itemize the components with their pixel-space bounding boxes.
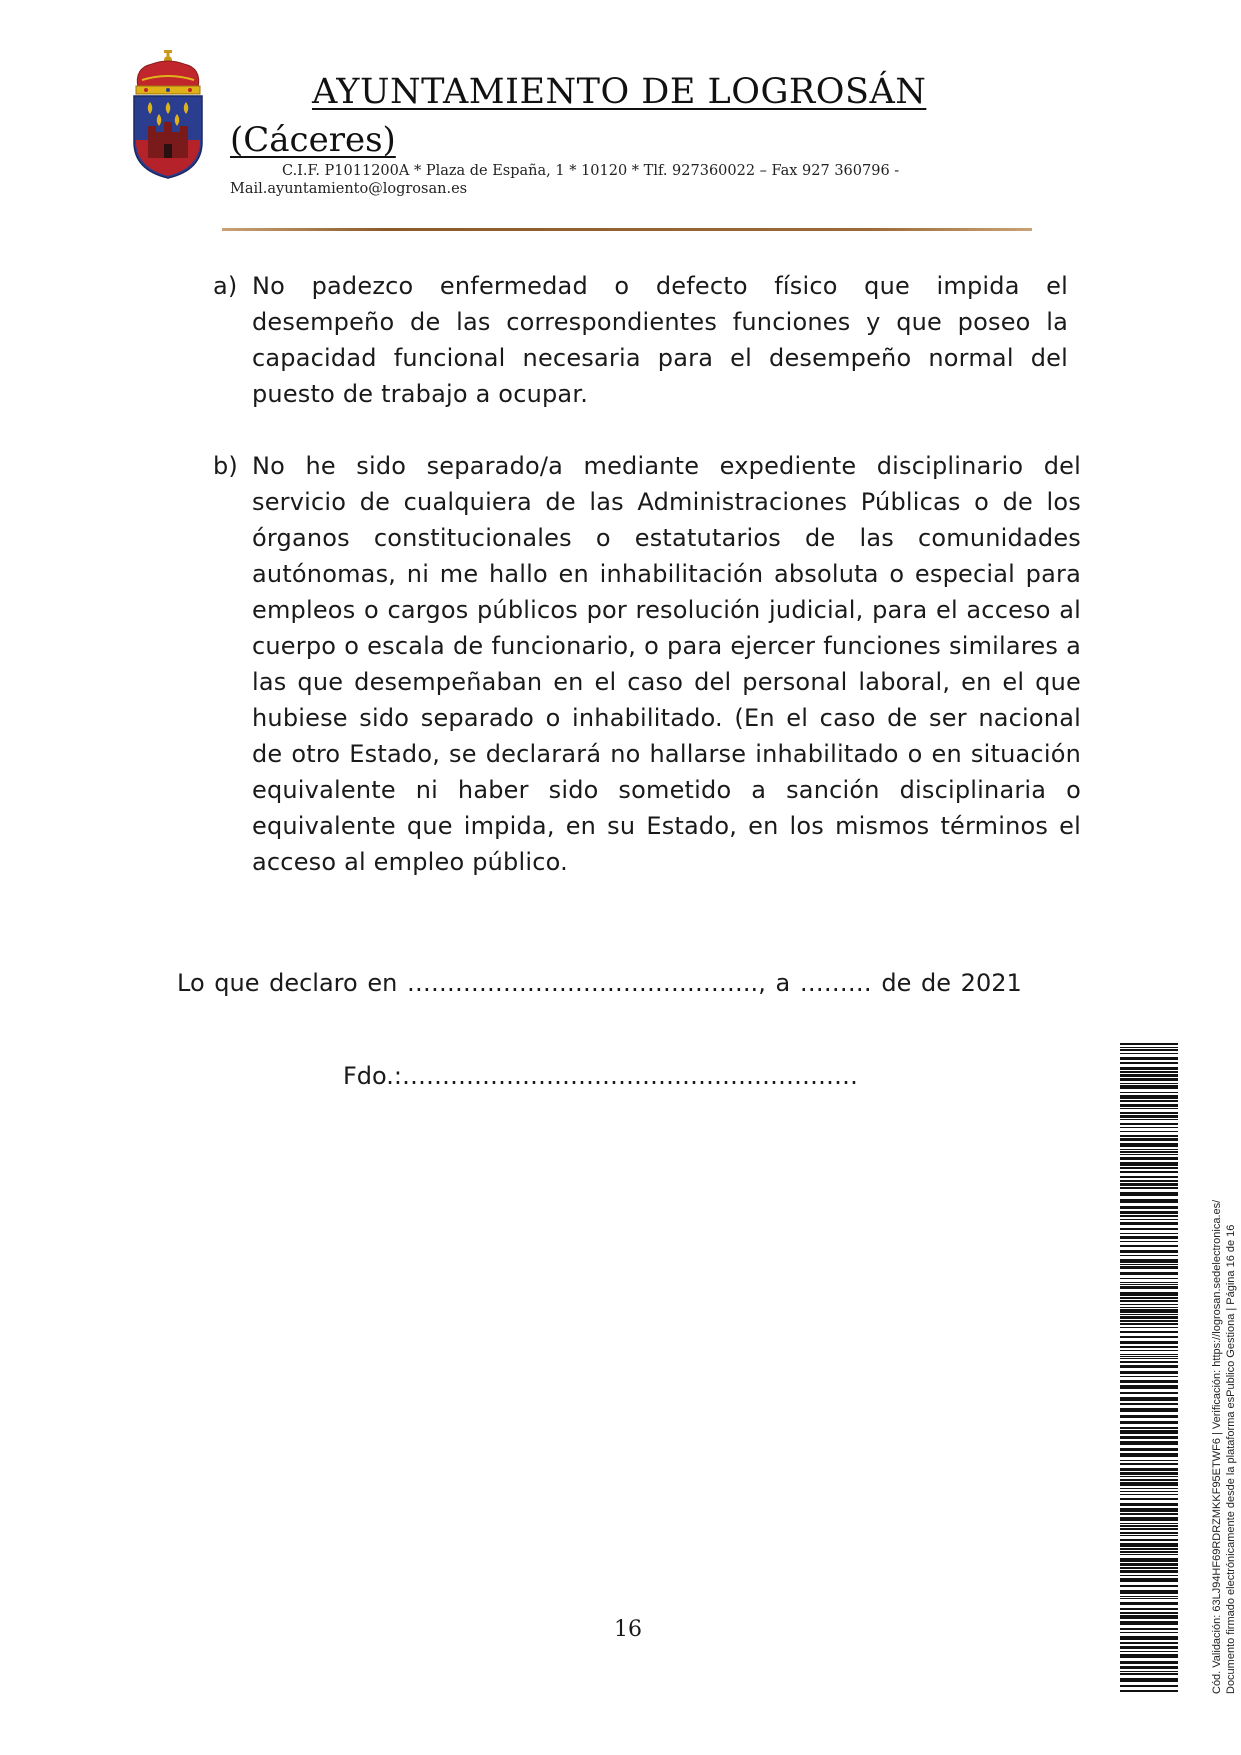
barcode-bar xyxy=(1120,1476,1178,1477)
header-contact: C.I.F. P1011200A * Plaza de España, 1 * 10120 * Tlf. 927360022 – Fax 927 360796 - xyxy=(282,163,900,179)
barcode-bar xyxy=(1120,1222,1178,1225)
barcode-bar xyxy=(1120,1192,1178,1196)
barcode-bar xyxy=(1120,1421,1178,1424)
barcode-bar xyxy=(1120,1327,1178,1328)
barcode-bar xyxy=(1120,1043,1178,1045)
barcode-bar xyxy=(1120,1074,1178,1077)
barcode-bar xyxy=(1120,1361,1178,1363)
barcode-bar xyxy=(1120,1636,1178,1640)
barcode-bar xyxy=(1120,1206,1178,1209)
barcode-bar xyxy=(1120,1615,1178,1619)
barcode-bar xyxy=(1120,1187,1178,1189)
barcode-bar xyxy=(1120,1241,1178,1242)
barcode-bar xyxy=(1120,1661,1178,1664)
barcode-bar xyxy=(1120,1479,1178,1481)
barcode-bar xyxy=(1120,1180,1178,1182)
barcode-bar xyxy=(1120,1551,1178,1553)
barcode-bar xyxy=(1120,1598,1178,1599)
barcode-bar xyxy=(1120,1171,1178,1173)
barcode-bar xyxy=(1120,1513,1178,1515)
barcode-bar xyxy=(1120,1057,1178,1060)
barcode-bar xyxy=(1120,1448,1178,1451)
declaration-item-a xyxy=(213,268,1068,412)
barcode-bar xyxy=(1120,1403,1178,1405)
barcode-bar xyxy=(1120,1642,1178,1644)
verification-line-2: Documento firmado electrónicamente desde la plataforma esPublico Gestiona | Página 16 de 16 xyxy=(1225,1224,1237,1694)
barcode-bar xyxy=(1120,1491,1178,1492)
barcode-bar xyxy=(1120,1585,1178,1587)
barcode-bar xyxy=(1120,1460,1178,1461)
barcode-bar xyxy=(1120,1596,1178,1597)
barcode-bar xyxy=(1120,1543,1178,1547)
barcode-bar xyxy=(1120,1151,1178,1153)
barcode-bar xyxy=(1120,1233,1178,1234)
barcode-bar xyxy=(1120,1278,1178,1279)
barcode-bar xyxy=(1120,1570,1178,1573)
barcode-bar xyxy=(1120,1578,1178,1582)
barcode-bar xyxy=(1120,1430,1178,1434)
barcode-bar xyxy=(1120,1503,1178,1506)
barcode-bar xyxy=(1120,1678,1178,1682)
barcode-bar xyxy=(1120,1131,1178,1132)
barcode-bar xyxy=(1120,1309,1178,1313)
barcode-bar xyxy=(1120,1358,1178,1359)
barcode-bar xyxy=(1120,1567,1178,1569)
barcode-bar xyxy=(1120,1673,1178,1675)
barcode-bar xyxy=(1120,1539,1178,1541)
barcode-bar xyxy=(1120,1162,1178,1166)
barcode-bar xyxy=(1120,1488,1178,1489)
barcode-bar xyxy=(1120,1365,1178,1368)
barcode-bar xyxy=(1120,1532,1178,1534)
barcode-bar xyxy=(1120,1498,1178,1500)
barcode-bar xyxy=(1120,1215,1178,1217)
barcode-bar xyxy=(1120,1300,1178,1302)
barcode-bar xyxy=(1120,1095,1178,1099)
barcode-bar xyxy=(1120,1250,1178,1253)
barcode-bar xyxy=(1120,1563,1178,1566)
barcode-bar xyxy=(1120,1376,1178,1377)
item-label: b) xyxy=(213,452,238,480)
barcode-bar xyxy=(1120,1408,1178,1412)
barcode-bar xyxy=(1120,1397,1178,1401)
barcode-bar xyxy=(1120,1286,1178,1289)
barcode-bar xyxy=(1120,1612,1178,1614)
barcode-bar xyxy=(1120,1255,1178,1256)
barcode-bar xyxy=(1120,1517,1178,1521)
barcode-bar xyxy=(1120,1053,1178,1054)
verification-text xyxy=(1210,1044,1238,1694)
barcode-bar xyxy=(1120,1115,1178,1118)
header-title: AYUNTAMIENTO DE LOGROSÁN xyxy=(312,72,927,112)
barcode-bar xyxy=(1120,1508,1178,1512)
barcode-bar xyxy=(1120,1049,1178,1051)
item-text: No he sido separado/a mediante expediente disciplinario del servicio de cualquiera de las Administraciones Públicas o de los órganos constitucionales o estatutarios de las comunidades autónomas, ni me hallo en inhabilitación absoluta o especial para empleos o cargos públicos por resolución judicial, para el acceso al cuerpo o escala de funcionario, o para ejercer funciones similares a las que desempeñaban en el caso del personal laboral, en el que hubiese sido separado o inhabilitado. (En el caso de ser nacional de otro Estado, se declarará no hallarse inhabilitado o en situación equivalente ni haber sido sometido a sanción disciplinaria o equivalente que impida, en su Estado, en los mismos términos el acceso al empleo público. xyxy=(252,452,1081,876)
barcode-bar xyxy=(1120,1651,1178,1652)
barcode-bar xyxy=(1120,1307,1178,1308)
barcode-bar xyxy=(1120,1138,1178,1141)
barcode-bar xyxy=(1120,1264,1178,1265)
barcode-bar xyxy=(1120,1320,1178,1322)
barcode-bar xyxy=(1120,1427,1178,1429)
coat-of-arms-icon xyxy=(130,50,206,180)
item-text: No padezco enfermedad o defecto físico que impida el desempeño de las correspondientes funciones y que poseo la capacidad funcional necesaria para el desempeño normal del puesto de trabajo a ocupar. xyxy=(252,272,1068,408)
barcode-bar xyxy=(1120,1119,1178,1120)
barcode-bar xyxy=(1120,1259,1178,1263)
barcode-bar xyxy=(1120,1104,1178,1107)
barcode-bar xyxy=(1120,1380,1178,1383)
barcode-icon xyxy=(1120,1043,1178,1693)
barcode-bar xyxy=(1120,1112,1178,1114)
barcode-bar xyxy=(1120,1266,1178,1269)
barcode-bar xyxy=(1120,1236,1178,1239)
barcode-bar xyxy=(1120,1284,1178,1285)
barcode-bar xyxy=(1120,1436,1178,1439)
barcode-bar xyxy=(1120,1143,1178,1147)
barcode-bar xyxy=(1120,1100,1178,1102)
declaration-line: Lo que declaro en …………………………………….., a ……… de de 2021 xyxy=(177,969,1022,997)
item-label: a) xyxy=(213,272,238,300)
header-mail: Mail.ayuntamiento@logrosan.es xyxy=(230,181,468,197)
barcode-bar xyxy=(1120,1472,1178,1475)
barcode-bar xyxy=(1120,1671,1178,1672)
barcode-bar xyxy=(1120,1575,1178,1576)
header-subtitle: (Cáceres) xyxy=(230,120,396,160)
barcode-bar xyxy=(1120,1341,1178,1344)
barcode-bar xyxy=(1120,1666,1178,1669)
barcode-bar xyxy=(1120,1463,1178,1465)
barcode-bar xyxy=(1120,1272,1178,1275)
barcode-bar xyxy=(1120,1067,1178,1070)
barcode-bar xyxy=(1120,1316,1178,1319)
page-number: 16 xyxy=(614,1617,642,1642)
barcode-bar xyxy=(1120,1608,1178,1610)
barcode-bar xyxy=(1120,1554,1178,1555)
barcode-bar xyxy=(1120,1628,1178,1630)
barcode-bar xyxy=(1120,1123,1178,1125)
barcode-bar xyxy=(1120,1356,1178,1357)
barcode-bar xyxy=(1120,1092,1178,1093)
barcode-bar xyxy=(1120,1525,1178,1527)
barcode-bar xyxy=(1120,1690,1178,1692)
barcode-bar xyxy=(1120,1331,1178,1333)
barcode-bar xyxy=(1120,1071,1178,1073)
barcode-bar xyxy=(1120,1685,1178,1687)
barcode-bar xyxy=(1120,1590,1178,1594)
barcode-bar xyxy=(1120,1523,1178,1524)
barcode-bar xyxy=(1120,1047,1178,1048)
barcode-bar xyxy=(1120,1211,1178,1214)
barcode-bar xyxy=(1120,1157,1178,1160)
barcode-bar xyxy=(1120,1494,1178,1495)
barcode-bar xyxy=(1120,1602,1178,1605)
barcode-bar xyxy=(1120,1228,1178,1230)
header-divider xyxy=(222,228,1032,231)
barcode-bar xyxy=(1120,1654,1178,1658)
barcode-bar xyxy=(1120,1548,1178,1550)
barcode-bar xyxy=(1120,1176,1178,1178)
barcode-bar xyxy=(1120,1482,1178,1486)
barcode-bar xyxy=(1120,1453,1178,1457)
barcode-bar xyxy=(1120,1282,1178,1283)
barcode-bar xyxy=(1120,1632,1178,1633)
barcode-bar xyxy=(1120,1062,1178,1064)
barcode-bar xyxy=(1120,1304,1178,1305)
verification-line-1: Cód. Validación: 63LJ94HF69RDRZMKKF95ETWF6 | Verificación: https://logrosan.sedelectronica.es/ xyxy=(1211,1199,1223,1694)
barcode-bar xyxy=(1120,1085,1178,1089)
barcode-bar xyxy=(1120,1415,1178,1418)
barcode-bar xyxy=(1120,1314,1178,1315)
barcode-bar xyxy=(1120,1468,1178,1471)
barcode-bar xyxy=(1120,1371,1178,1374)
barcode-bar xyxy=(1120,1441,1178,1445)
barcode-bar xyxy=(1120,1292,1178,1296)
barcode-bar xyxy=(1120,1350,1178,1351)
barcode-bar xyxy=(1120,1108,1178,1109)
barcode-bar xyxy=(1120,1183,1178,1186)
barcode-bar xyxy=(1120,1297,1178,1299)
barcode-bar xyxy=(1120,1219,1178,1220)
barcode-bar xyxy=(1120,1078,1178,1081)
barcode-bar xyxy=(1120,1127,1178,1128)
barcode-bar xyxy=(1120,1385,1178,1389)
barcode-bar xyxy=(1120,1199,1178,1203)
signature-line: Fdo.:………………………………………………… xyxy=(343,1062,859,1090)
barcode-bar xyxy=(1120,1336,1178,1338)
declaration-item-b xyxy=(213,448,1081,880)
barcode-bar xyxy=(1120,1167,1178,1169)
barcode-bar xyxy=(1120,1354,1178,1355)
barcode-bar xyxy=(1120,1149,1178,1150)
barcode-bar xyxy=(1120,1558,1178,1562)
barcode-bar xyxy=(1120,1346,1178,1348)
barcode-bar xyxy=(1120,1245,1178,1247)
barcode-bar xyxy=(1120,1646,1178,1649)
barcode-bar xyxy=(1120,1535,1178,1536)
barcode-bar xyxy=(1120,1528,1178,1530)
barcode-bar xyxy=(1120,1621,1178,1625)
barcode-bar xyxy=(1120,1135,1178,1137)
barcode-bar xyxy=(1120,1323,1178,1325)
barcode-bar xyxy=(1120,1154,1178,1155)
barcode-bar xyxy=(1120,1392,1178,1394)
barcode-bar xyxy=(1120,1083,1178,1084)
